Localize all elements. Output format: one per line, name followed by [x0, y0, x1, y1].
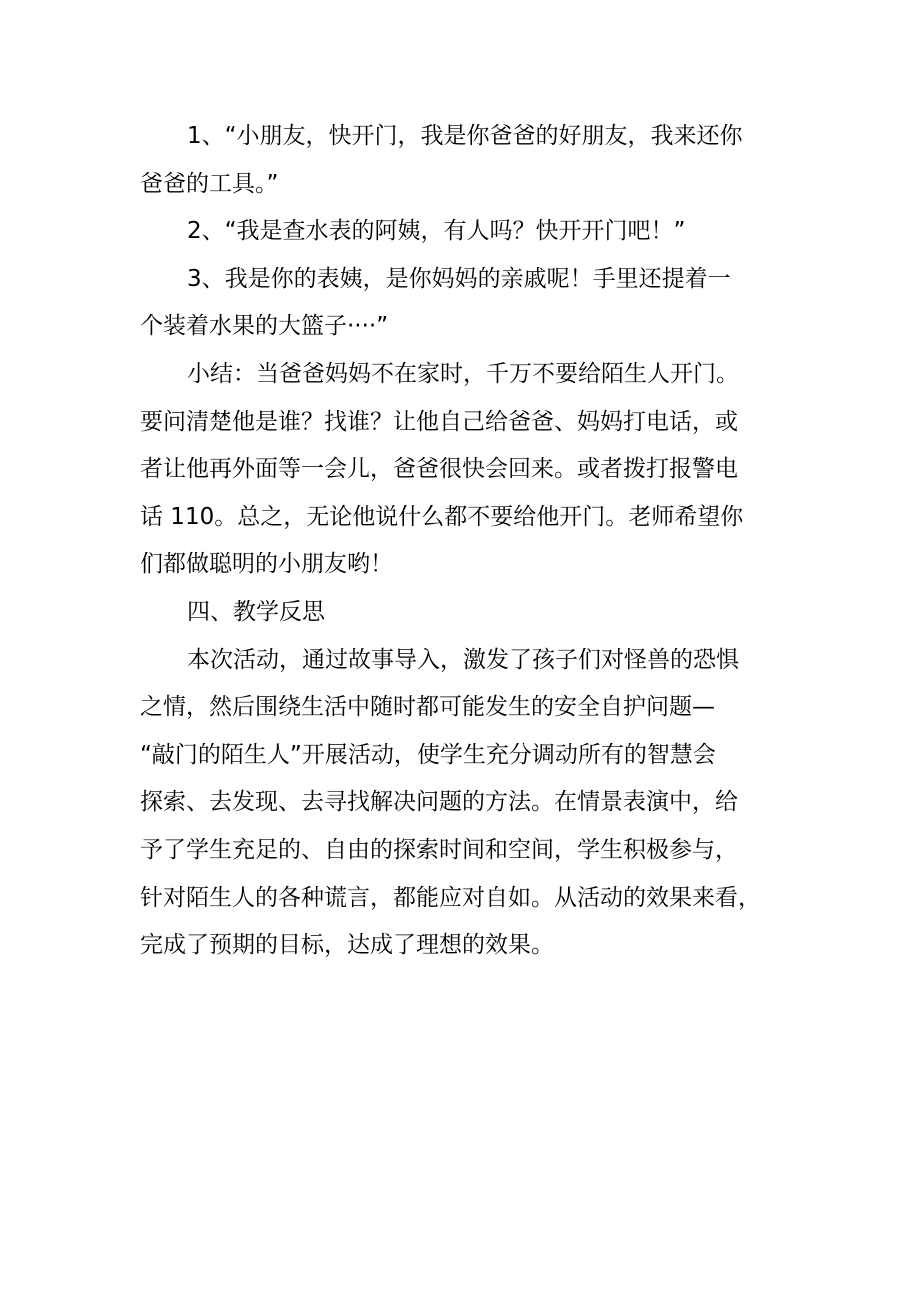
text-line: 针对陌生人的各种谎言，都能应对自如。从活动的效果来看，	[140, 884, 761, 911]
section-heading	[140, 589, 800, 637]
text-line: 们都做聪明的小朋友哟！	[140, 551, 393, 578]
text-line: 话 110。总之，无论他说什么都不要给他开门。老师希望你	[140, 503, 744, 530]
list-item-1	[140, 113, 800, 208]
text-line: 完成了预期的目标，达成了理想的效果。	[140, 932, 554, 959]
text-line: 个装着水果的大篮子····”	[140, 313, 389, 340]
section-heading-text: 四、教学反思	[187, 598, 325, 625]
text-line: 小结：当爸爸妈妈不在家时，千万不要给陌生人开门。	[187, 360, 739, 387]
document-body	[140, 113, 800, 970]
text-line: 之情，然后围绕生活中随时都可能发生的安全自护问题—	[140, 694, 715, 721]
text-line: 要问清楚他是谁？找谁？让他自己给爸爸、妈妈打电话，或	[140, 408, 738, 435]
text-line: 2、“我是查水表的阿姨，有人吗？快开开门吧！”	[187, 218, 686, 245]
list-item-2	[140, 208, 800, 256]
text-line: 本次活动，通过故事导入，激发了孩子们对怪兽的恐惧	[187, 646, 739, 673]
summary-paragraph	[140, 351, 800, 589]
text-line: 者让他再外面等一会儿，爸爸很快会回来。或者拨打报警电	[140, 456, 738, 483]
reflection-paragraph	[140, 637, 800, 970]
text-line: 予了学生充足的、自由的探索时间和空间，学生积极参与，	[140, 836, 738, 863]
text-line: 探索、去发现、去寻找解决问题的方法。在情景表演中，给	[140, 789, 738, 816]
text-line: 爸爸的工具。”	[140, 170, 279, 197]
list-item-3	[140, 256, 800, 351]
text-line: “敲门的陌生人”开展活动，使学生充分调动所有的智慧会	[140, 741, 716, 768]
text-line: 3、我是你的表姨，是你妈妈的亲戚呢！手里还提着一	[187, 265, 731, 292]
text-line: 1、“小朋友，快开门，我是你爸爸的好朋友，我来还你	[187, 123, 743, 149]
